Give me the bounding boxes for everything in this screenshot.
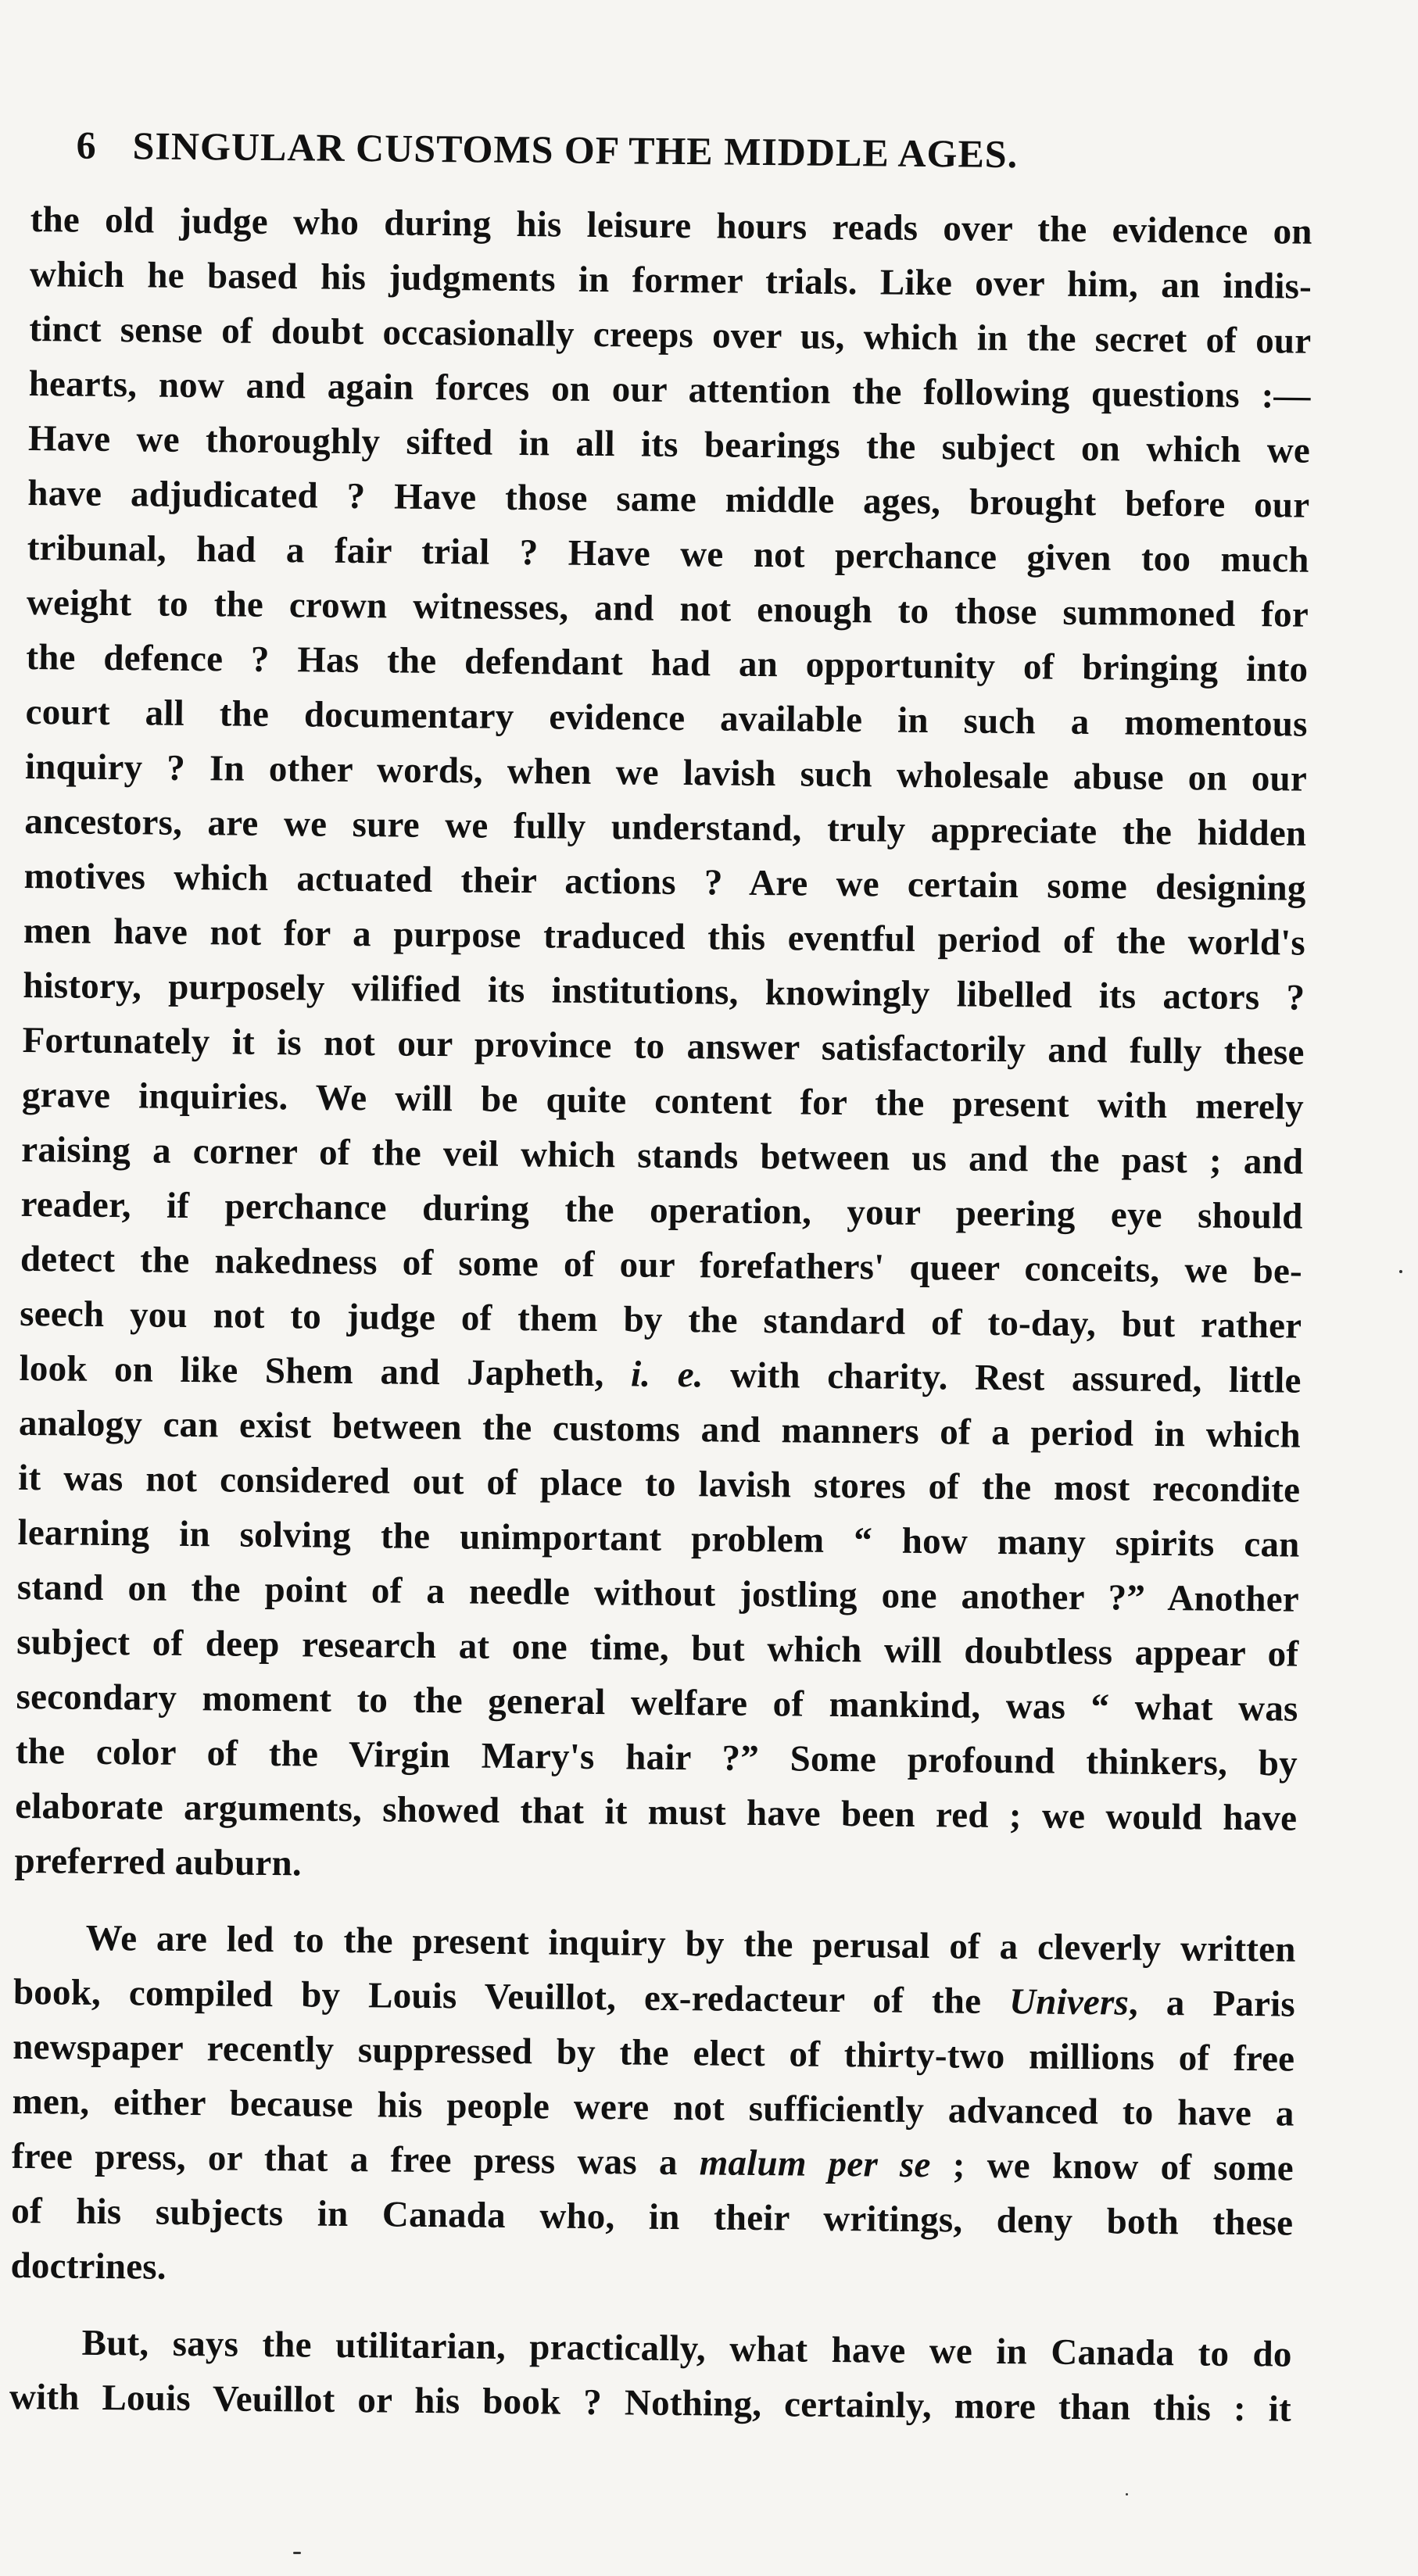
text-line: with Louis Veuillot or his book ? Nothing, certainly, more than this : it xyxy=(9,2376,1292,2430)
text-line: newspaper recently suppressed by the elect of thirty-two millions of free xyxy=(13,2026,1295,2080)
text-line: hearts, now and again forces on our attention the following questions :— xyxy=(28,363,1311,417)
text-line: which he based his judgments in former trials. Like over him, an indis- xyxy=(29,253,1312,307)
text-line: reader, if perchance during the operation, your peering eye should xyxy=(20,1183,1303,1237)
text-line: the color of the Virgin Mary's hair ?” Some profound thinkers, by xyxy=(15,1730,1298,1784)
page-number: 6 xyxy=(76,123,97,167)
paragraph-2 xyxy=(10,1910,1296,2306)
text-line: secondary moment to the general welfare of mankind, was “ what was xyxy=(16,1676,1298,1730)
text-line: But, says the utilitarian, practically, what have we in Canada to do xyxy=(81,2322,1292,2375)
text-line: inquiry ? In other words, when we lavish such wholesale abuse on our xyxy=(24,746,1308,800)
running-header xyxy=(30,117,1313,195)
text-line: men have not for a purpose traduced this eventful period of the world's xyxy=(23,910,1306,964)
text-line: doctrines. xyxy=(10,2245,167,2288)
text-line: look on like Shem and Japheth, i. e. with charity. Rest assured, little xyxy=(19,1347,1302,1401)
paper-speck xyxy=(293,2552,301,2554)
text-line: grave inquiries. We will be quite content for the present with merely xyxy=(21,1074,1305,1128)
text-line: preferred auburn. xyxy=(14,1840,303,1884)
paper-speck xyxy=(1126,2493,1128,2496)
text-line: of his subjects in Canada who, in their writings, deny both these xyxy=(11,2190,1294,2244)
text-line: ancestors, are we sure we fully understand, truly appreciate the hidden xyxy=(24,800,1307,854)
text-line: Have we thoroughly sifted in all its bearings the subject on which we xyxy=(27,417,1311,471)
text-line: subject of deep research at one time, but which will doubtless appear of xyxy=(16,1621,1299,1675)
text-line: stand on the point of a needle without jostling one another ?” Another xyxy=(16,1566,1300,1620)
text-line: seech you not to judge of them by the standard of to-day, but rather xyxy=(20,1293,1302,1347)
italic-text: i. e. xyxy=(630,1354,704,1396)
text-line: Fortunately it is not our province to answer satisfactorily and fully these xyxy=(22,1019,1305,1073)
paragraph-1 xyxy=(14,192,1312,1901)
running-title: SINGULAR CUSTOMS OF THE MIDDLE AGES. xyxy=(132,123,1019,177)
text-line: the defence ? Has the defendant had an opportunity of bringing into xyxy=(26,636,1309,690)
text-line: We are led to the present inquiry by the perusal of a cleverly written xyxy=(85,1917,1296,1970)
text-line: book, compiled by Louis Veuillot, ex-redacteur of the Univers, a Paris xyxy=(13,1971,1296,2025)
text-line: it was not considered out of place to lavish stores of the most recondite xyxy=(18,1457,1301,1511)
text-line: weight to the crown witnesses, and not enough to those summoned for xyxy=(26,581,1309,635)
text-line: the old judge who during his leisure hours reads over the evidence on xyxy=(30,199,1312,252)
text-line: history, purposely vilified its institutions, knowingly libelled its actors ? xyxy=(23,964,1305,1018)
text-line: elaborate arguments, showed that it must have been red ; we would have xyxy=(15,1785,1298,1839)
paper-speck xyxy=(1399,1270,1402,1273)
text-line: analogy can exist between the customs and manners of a period in which xyxy=(18,1402,1302,1456)
text-line: men, either because his people were not sufficiently advanced to have a xyxy=(12,2080,1294,2134)
italic-text: malum per se xyxy=(699,2142,931,2186)
italic-text: Univers xyxy=(1008,1981,1130,2023)
text-line: tinct sense of doubt occasionally creeps over us, which in the secret of our xyxy=(29,308,1312,362)
text-line: have adjudicated ? Have those same middle ages, brought before our xyxy=(27,472,1310,526)
text-line: learning in solving the unimportant problem “ how many spirits can xyxy=(17,1512,1300,1565)
page-content xyxy=(9,117,1313,2459)
text-line: court all the documentary evidence available in such a momentous xyxy=(25,691,1308,745)
text-line: detect the nakedness of some of our forefathers' queer conceits, we be- xyxy=(20,1238,1303,1292)
text-line: raising a corner of the veil which stands between us and the past ; and xyxy=(21,1129,1304,1182)
text-line: motives which actuated their actions ? Are we certain some designing xyxy=(23,855,1306,909)
text-line: tribunal, had a fair trial ? Have we not perchance given too much xyxy=(27,527,1309,581)
text-line: free press, or that a free press was a malum per se ; we know of some xyxy=(11,2135,1294,2189)
paragraph-3 xyxy=(9,2315,1292,2437)
